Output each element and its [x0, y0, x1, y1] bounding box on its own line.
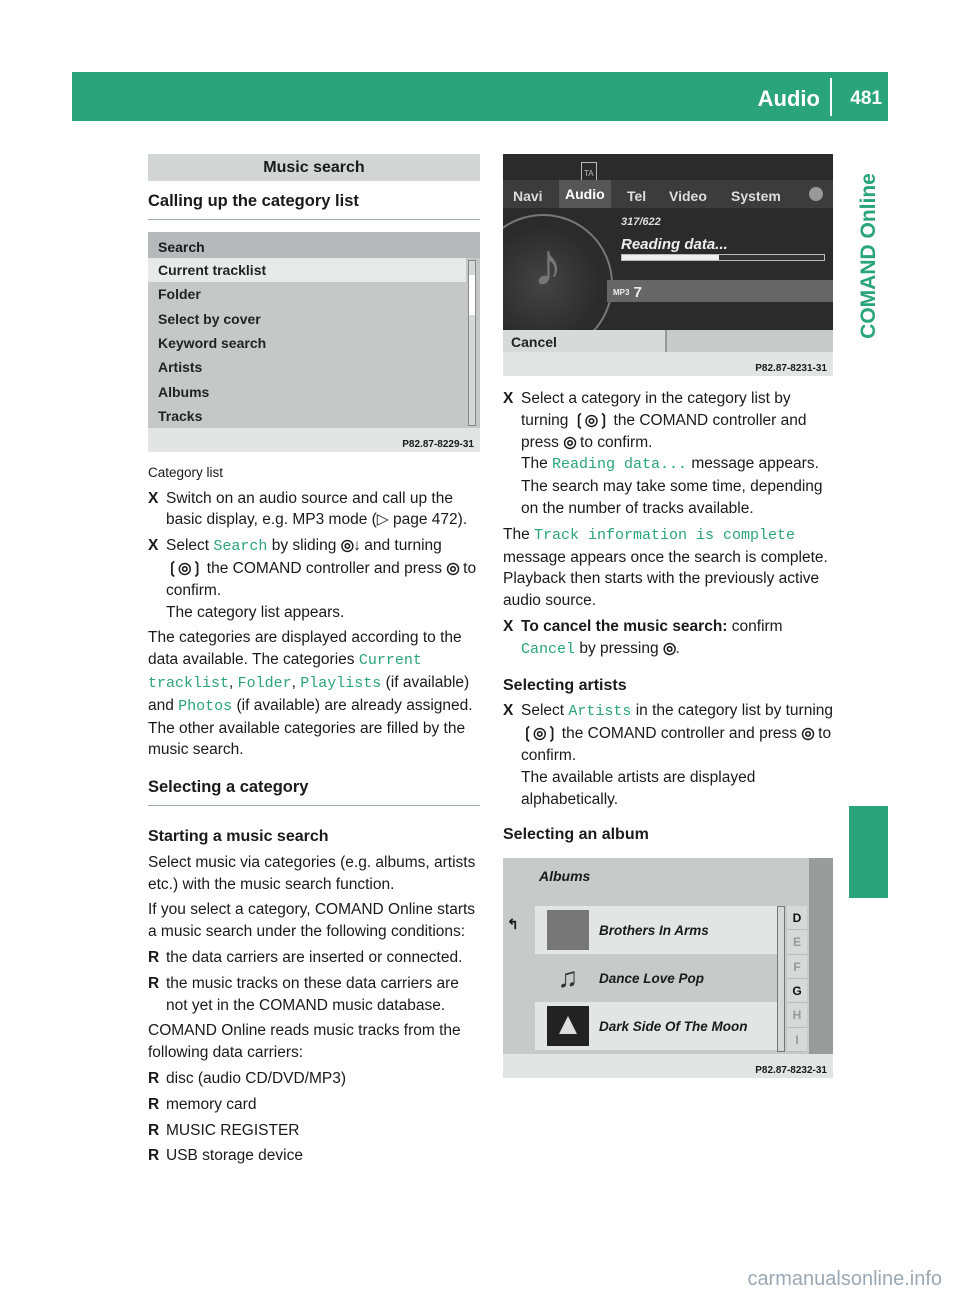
step-marker: X [503, 617, 514, 635]
display-text-reading-data: Reading data... [552, 456, 688, 474]
category-item-folder[interactable]: Folder [158, 286, 201, 303]
step-marker: X [148, 489, 159, 507]
display-text-track-info-complete: Track information is complete [534, 526, 796, 544]
step-select-category [503, 388, 833, 520]
turn-controller-icon: ❲◎❳ [521, 725, 558, 743]
letter-f[interactable]: F [787, 955, 807, 979]
press-controller-icon: ◎ [662, 639, 676, 657]
track-count: 317/622 [621, 216, 661, 228]
press-controller-icon: ◎ [446, 559, 459, 577]
text: the music tracks on these data carriers are not yet in the COMAND music database. [166, 974, 459, 1014]
right-column [503, 154, 833, 1078]
bottom-bar-spacer [667, 330, 833, 352]
text: message appears. [687, 455, 819, 473]
text: The [521, 455, 553, 473]
text: The category list appears. [166, 603, 345, 621]
album-list [535, 906, 777, 1050]
text: by sliding [267, 537, 341, 555]
bullet-marker: R [148, 948, 160, 966]
category-item-current-tracklist[interactable]: Current tracklist [148, 258, 466, 282]
heading-selecting-album: Selecting an album [503, 826, 649, 844]
ta-icon: TA [581, 162, 597, 186]
bullet-marker: R [148, 1069, 160, 1087]
text: Select [166, 537, 214, 555]
paragraph-data-carriers: COMAND Online reads music tracks from the following data carriers: [148, 1022, 461, 1062]
reading-data-message: Reading data... [621, 236, 728, 253]
album-name: Dance Love Pop [599, 971, 705, 987]
letter-i[interactable]: I [787, 1028, 807, 1052]
album-name: Dark Side Of The Moon [599, 1019, 748, 1035]
menu-video[interactable]: Video [669, 188, 707, 204]
step-marker: X [148, 537, 159, 555]
turn-controller-icon: ❲◎❳ [572, 411, 610, 429]
text: The search may take some time, depending on the number of tracks available. [521, 478, 823, 517]
text: memory card [166, 1095, 257, 1113]
text: MUSIC REGISTER [166, 1121, 300, 1139]
carrier-item [148, 1120, 480, 1142]
category-item-artists[interactable]: Artists [158, 359, 203, 376]
paragraph-conditions: If you select a category, COMAND Online starts a music search under the following conditions: [148, 901, 476, 941]
header-divider [830, 78, 832, 116]
side-strip [809, 858, 833, 1054]
bullet-marker: R [148, 1095, 160, 1113]
category-scrollbar[interactable] [468, 260, 476, 426]
text: Select a category in the category list by turning [521, 390, 791, 429]
display-text-folder: Folder [237, 674, 292, 692]
category-list-screen [148, 232, 480, 452]
text: the COMAND controller and press [521, 411, 807, 451]
text: USB storage device [166, 1147, 303, 1165]
category-item-select-by-cover[interactable]: Select by cover [158, 310, 261, 327]
text: to confirm. [521, 725, 832, 764]
display-text-playlists: Playlists [300, 674, 382, 692]
text: (if available) are already assigned. The other available categories are filled by the music search. [148, 696, 473, 759]
press-controller-icon: ◎ [801, 725, 814, 743]
watermark: carmanualsonline.info [747, 1268, 942, 1290]
category-item-keyword-search[interactable]: Keyword search [158, 334, 267, 351]
display-text-current-tracklist: Current tracklist [148, 652, 422, 692]
text: The available artists are displayed alphabetically. [521, 768, 756, 808]
left-column [148, 154, 480, 1167]
text: the data carriers are inserted or connected. [166, 948, 463, 966]
menu-navi[interactable]: Navi [513, 188, 543, 204]
album-name: Brothers In Arms [599, 923, 709, 939]
text: , [291, 673, 301, 691]
scrollbar-thumb[interactable] [469, 275, 475, 315]
side-tab-marker [849, 806, 888, 898]
text: message appears once the search is complete. Playback then starts with the previously active audio source. [503, 548, 828, 610]
heading-selecting-category: Selecting a category [148, 777, 480, 806]
search-screen-title: Search [148, 232, 480, 258]
paragraph-track-info [503, 524, 833, 612]
album-item[interactable] [535, 906, 777, 954]
album-item[interactable] [535, 954, 777, 1002]
display-text-search: Search [213, 538, 268, 556]
current-track [607, 280, 833, 302]
music-note-icon: ♫ [557, 962, 579, 994]
heading-calling-up: Calling up the category list [148, 191, 480, 220]
albums-screen [503, 858, 833, 1078]
category-item-albums[interactable]: Albums [158, 383, 210, 400]
music-note-icon: ♪ [533, 231, 563, 298]
text: , [229, 673, 238, 691]
carrier-item [148, 1145, 480, 1167]
step-marker: X [503, 702, 514, 720]
image-code: P82.87-8231-31 [503, 352, 833, 376]
bullet-marker: R [148, 1147, 160, 1165]
step-select-artists [503, 700, 833, 810]
progress-bar [621, 254, 825, 261]
category-list [148, 258, 466, 429]
text: disc (audio CD/DVD/MP3) [166, 1069, 347, 1087]
display-text-photos: Photos [178, 697, 233, 715]
track-number: 7 [633, 284, 642, 301]
album-cover [547, 1006, 589, 1046]
display-text-cancel: Cancel [521, 640, 576, 658]
text: . [675, 639, 680, 657]
image-code: P82.87-8229-31 [148, 428, 480, 452]
text: confirm [727, 617, 783, 635]
cancel-button[interactable]: Cancel [503, 330, 667, 352]
figure-caption: Category list [148, 464, 224, 480]
text: to confirm. [166, 559, 477, 599]
text: to confirm. [575, 433, 653, 451]
paragraph-select-music: Select music via categories (e.g. albums, artists etc.) with the music search function. [148, 853, 476, 893]
step-marker: X [503, 390, 514, 407]
image-code: P82.87-8232-31 [503, 1054, 833, 1078]
page-number: 481 [850, 88, 882, 109]
mp3-icon: MP3 [613, 288, 630, 297]
prism-icon [559, 1016, 577, 1034]
press-controller-icon: ◎ [563, 433, 576, 451]
page-header [72, 72, 888, 121]
menu-audio[interactable]: Audio [559, 180, 611, 208]
bullet-marker: R [148, 974, 160, 992]
back-icon[interactable]: ↰ [507, 916, 519, 933]
paragraph-categories [148, 627, 480, 761]
carrier-item [148, 1068, 480, 1090]
menu-tel[interactable]: Tel [627, 188, 647, 204]
menu-system[interactable]: System [731, 188, 781, 204]
album-item[interactable] [535, 1002, 777, 1050]
progress-bar-fill [622, 255, 719, 260]
step-bold-label: To cancel the music search: [521, 617, 728, 635]
step-cancel-search [503, 616, 833, 661]
display-text-artists: Artists [568, 703, 632, 721]
heading-selecting-artists: Selecting artists [503, 676, 627, 694]
bullet-marker: R [148, 1121, 160, 1139]
category-item-tracks[interactable]: Tracks [158, 408, 203, 425]
text: (if available) and [148, 673, 470, 714]
section-title: Audio [757, 86, 820, 111]
text: the COMAND controller and press [202, 559, 447, 577]
turn-controller-icon: ❲◎❳ [166, 559, 203, 577]
condition-item [148, 947, 480, 969]
slide-down-icon: ◎↓ [340, 537, 360, 555]
main-menu-bar [503, 180, 833, 208]
letter-d[interactable]: D [787, 906, 807, 930]
text: Select [521, 702, 569, 720]
section-bar-title: Music search [148, 154, 480, 181]
step-select-search [148, 535, 480, 623]
side-tab [849, 136, 888, 1136]
letter-e[interactable]: E [787, 930, 807, 954]
letter-index [787, 906, 807, 1052]
text: in the category list by turning [631, 702, 834, 720]
heading-starting-search: Starting a music search [148, 827, 329, 845]
text: The [503, 525, 535, 543]
carrier-item [148, 1094, 480, 1116]
letter-g[interactable]: G [787, 979, 807, 1003]
step-text: Switch on an audio source and call up the basic display, e.g. MP3 mode (▷ page 472). [166, 489, 468, 529]
side-tab-label: COMAND Online [856, 173, 880, 339]
letter-h[interactable]: H [787, 1003, 807, 1027]
text: the COMAND controller and press [557, 725, 802, 743]
text: The categories are displayed according to the data available. The categories [148, 629, 462, 669]
text: and turning [359, 537, 442, 555]
condition-item [148, 973, 480, 1017]
album-cover [547, 910, 589, 950]
step-switch-on [148, 488, 480, 532]
side-tab-label-box [849, 136, 888, 376]
albums-screen-title: Albums [539, 868, 591, 885]
text: by pressing [575, 639, 663, 657]
reading-data-screen [503, 154, 833, 376]
album-scrollbar[interactable] [777, 906, 785, 1052]
globe-icon[interactable] [809, 187, 823, 201]
